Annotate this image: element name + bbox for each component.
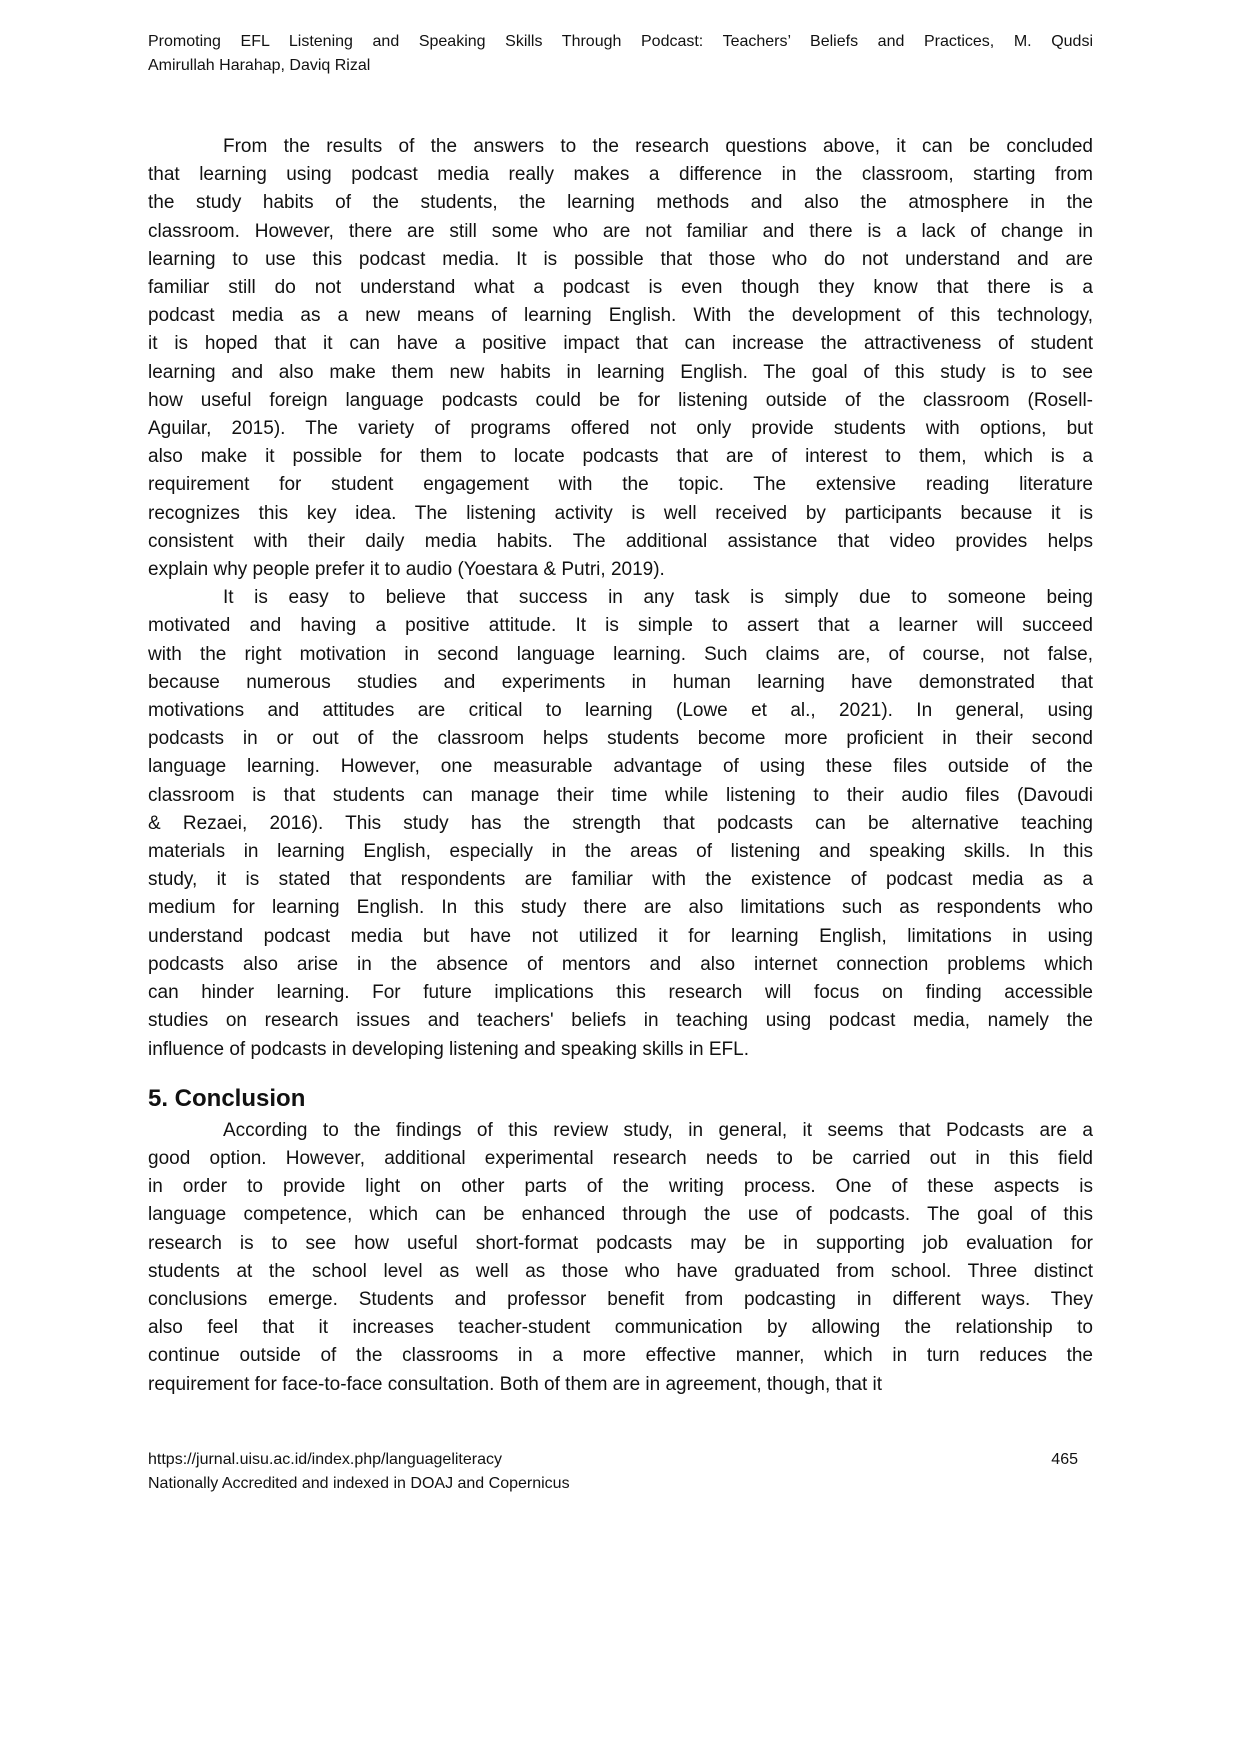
text-line: consistent with their daily media habits. The additional assistance that video provides helps: [148, 530, 1093, 552]
body-text: [148, 133, 1093, 1399]
text-line: familiar still do not understand what a podcast is even though they know that there is a: [148, 277, 1093, 299]
text-line: It is easy to believe that success in any task is simply due to someone being: [223, 587, 1093, 609]
text-line: classroom. However, there are still some who are not familiar and there is a lack of change in: [148, 220, 1093, 242]
accreditation-note: Nationally Accredited and indexed in DOAJ and Copernicus: [148, 1475, 570, 1492]
text-line: it is hoped that it can have a positive impact that can increase the attractiveness of student: [148, 333, 1093, 355]
text-line: students at the school level as well as those who have graduated from school. Three distinct: [148, 1260, 1093, 1282]
text-line: recognizes this key idea. The listening activity is well received by participants because it is: [148, 502, 1093, 524]
text-line: that learning using podcast media really makes a difference in the classroom, starting from: [148, 164, 1093, 186]
text-line: Aguilar, 2015). The variety of programs offered not only provide students with options, but: [148, 418, 1093, 440]
text-line: motivated and having a positive attitude. It is simple to assert that a learner will succeed: [148, 615, 1093, 637]
text-line: learning and also make them new habits in learning English. The goal of this study is to see: [148, 361, 1093, 383]
text-line: also make it possible for them to locate podcasts that are of interest to them, which is a: [148, 446, 1093, 468]
text-line: medium for learning English. In this study there are also limitations such as respondents who: [148, 897, 1093, 919]
text-line: study, it is stated that respondents are familiar with the existence of podcast media as a: [148, 869, 1093, 891]
running-header: [148, 30, 1093, 78]
text-line: understand podcast media but have not utilized it for learning English, limitations in using: [148, 925, 1093, 947]
text-line: According to the findings of this review study, in general, it seems that Podcasts are a: [223, 1119, 1093, 1141]
discussion-section: [148, 133, 1093, 1064]
text-line: the study habits of the students, the learning methods and also the atmosphere in the: [148, 192, 1093, 214]
section-heading: 5. Conclusion: [148, 1084, 306, 1112]
text-line: conclusions emerge. Students and professor benefit from podcasting in different ways. They: [148, 1288, 1093, 1310]
text-line: research is to see how useful short-format podcasts may be in supporting job evaluation for: [148, 1232, 1093, 1254]
page-number: 465: [1051, 1451, 1078, 1468]
text-line: can hinder learning. For future implications this research will focus on finding accessible: [148, 982, 1093, 1004]
text-line: podcasts in or out of the classroom helps students become more proficient in their second: [148, 728, 1093, 750]
text-line: materials in learning English, especially in the areas of listening and speaking skills. In this: [148, 841, 1093, 863]
text-line: influence of podcasts in developing listening and speaking skills in EFL.: [148, 1038, 749, 1060]
text-line: classroom is that students can manage their time while listening to their audio files (Davoudi: [148, 784, 1093, 806]
journal-url[interactable]: https://jurnal.uisu.ac.id/index.php/languageliteracy: [148, 1451, 502, 1468]
text-line: language competence, which can be enhanced through the use of podcasts. The goal of this: [148, 1204, 1093, 1226]
paragraph: [148, 584, 1093, 1063]
text-line: requirement for face-to-face consultation. Both of them are in agreement, though, that it: [148, 1373, 883, 1395]
text-line: in order to provide light on other parts of the writing process. One of these aspects is: [148, 1176, 1093, 1198]
text-line: explain why people prefer it to audio (Yoestara & Putri, 2019).: [148, 559, 665, 581]
header-line: Promoting EFL Listening and Speaking Skills Through Podcast: Teachers’ Beliefs and Practices, M. Qudsi: [148, 33, 1093, 50]
conclusion-section: [148, 1117, 1093, 1399]
text-line: good option. However, additional experimental research needs to be carried out in this field: [148, 1147, 1093, 1169]
text-line: podcasts also arise in the absence of mentors and also internet connection problems which: [148, 953, 1093, 975]
text-line: motivations and attitudes are critical to learning (Lowe et al., 2021). In general, using: [148, 700, 1093, 722]
text-line: From the results of the answers to the research questions above, it can be concluded: [223, 136, 1093, 157]
text-line: continue outside of the classrooms in a more effective manner, which in turn reduces the: [148, 1345, 1093, 1367]
text-line: podcast media as a new means of learning English. With the development of this technology,: [148, 305, 1093, 327]
text-line: how useful foreign language podcasts could be for listening outside of the classroom (Rosell-: [148, 389, 1093, 411]
paragraph: [148, 133, 1093, 584]
paragraph: [148, 1117, 1093, 1399]
text-line: requirement for student engagement with the topic. The extensive reading literature: [148, 474, 1093, 496]
text-line: learning to use this podcast media. It is possible that those who do not understand and are: [148, 248, 1093, 270]
text-line: & Rezaei, 2016). This study has the strength that podcasts can be alternative teaching: [148, 812, 1093, 834]
text-line: because numerous studies and experiments in human learning have demonstrated that: [148, 671, 1093, 693]
text-line: studies on research issues and teachers' beliefs in teaching using podcast media, namely the: [148, 1010, 1093, 1032]
text-line: language learning. However, one measurable advantage of using these files outside of the: [148, 756, 1093, 778]
text-line: with the right motivation in second language learning. Such claims are, of course, not false,: [148, 643, 1093, 665]
page-footer: [148, 1448, 1078, 1496]
header-line: Amirullah Harahap, Daviq Rizal: [148, 57, 371, 74]
text-line: also feel that it increases teacher-student communication by allowing the relationship to: [148, 1317, 1093, 1339]
